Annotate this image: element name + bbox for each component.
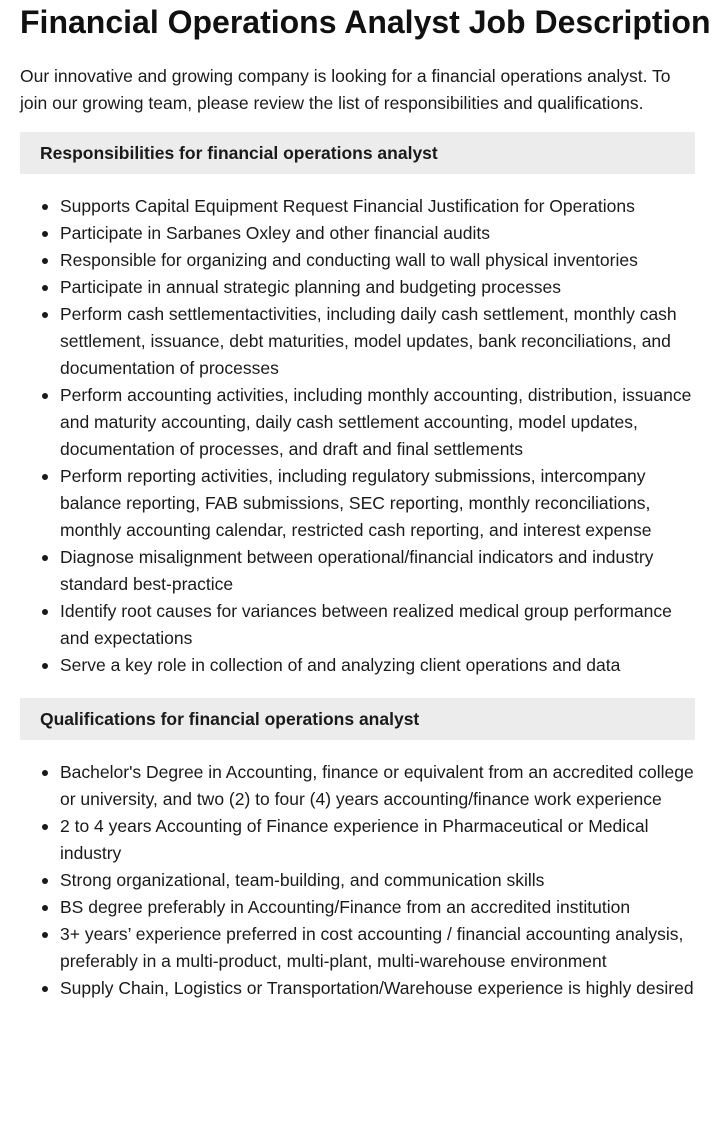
list-item-text: Perform accounting activities, including monthly accounting, distribution, issuance and maturity accounting, daily cash settlement accounting, model updates, documentation of processes, and draft and final settlements bbox=[60, 385, 692, 459]
list-item-text: 2 to 4 years Accounting of Finance experience in Pharmaceutical or Medical industry bbox=[60, 816, 649, 863]
list-item bbox=[60, 921, 705, 975]
list-item bbox=[60, 463, 705, 544]
list-item bbox=[60, 382, 705, 463]
list-item bbox=[60, 759, 705, 813]
list-item-text: Identify root causes for variances between realized medical group performance and expectations bbox=[60, 601, 672, 648]
list-item bbox=[60, 193, 705, 220]
bullet-icon bbox=[42, 285, 48, 291]
list-item bbox=[60, 652, 705, 679]
bullet-icon bbox=[42, 474, 48, 480]
list-item bbox=[60, 247, 705, 274]
page-title: Financial Operations Analyst Job Description bbox=[20, 4, 711, 40]
bullet-icon bbox=[42, 231, 48, 237]
bullet-icon bbox=[42, 393, 48, 399]
bullet-icon bbox=[42, 878, 48, 884]
bullet-icon bbox=[42, 905, 48, 911]
bullet-icon bbox=[42, 204, 48, 210]
list-item-text: Responsible for organizing and conducting wall to wall physical inventories bbox=[60, 250, 638, 270]
list-item-text: Supports Capital Equipment Request Financial Justification for Operations bbox=[60, 196, 635, 216]
bullet-icon bbox=[42, 663, 48, 669]
list-item-text: 3+ years’ experience preferred in cost accounting / financial accounting analysis, preferably in a multi-product, multi-plant, multi-warehouse environment bbox=[60, 924, 684, 971]
list-item bbox=[60, 867, 705, 894]
bullet-icon bbox=[42, 932, 48, 938]
bullet-icon bbox=[42, 258, 48, 264]
bullet-icon bbox=[42, 986, 48, 992]
bullet-icon bbox=[42, 770, 48, 776]
list-item bbox=[60, 301, 705, 382]
list-item-text: Supply Chain, Logistics or Transportation/Warehouse experience is highly desired bbox=[60, 978, 694, 998]
list-item-text: Participate in annual strategic planning and budgeting processes bbox=[60, 277, 562, 297]
bullet-icon bbox=[42, 609, 48, 615]
list-item-text: Bachelor's Degree in Accounting, finance or equivalent from an accredited college or university, and two (2) to four (4) years accounting/finance work experience bbox=[60, 762, 694, 809]
list-item-text: Participate in Sarbanes Oxley and other financial audits bbox=[60, 223, 490, 243]
qualifications-list bbox=[20, 759, 705, 1002]
bullet-icon bbox=[42, 312, 48, 318]
list-item bbox=[60, 598, 705, 652]
list-item bbox=[60, 544, 705, 598]
qualifications-header: Qualifications for financial operations analyst bbox=[20, 698, 695, 740]
list-item bbox=[60, 813, 705, 867]
list-item bbox=[60, 894, 705, 921]
list-item-text: BS degree preferably in Accounting/Finance from an accredited institution bbox=[60, 897, 631, 917]
list-item bbox=[60, 975, 705, 1002]
list-item-text: Perform reporting activities, including regulatory submissions, intercompany balance reporting, FAB submissions, SEC reporting, monthly reconciliations, monthly accounting calendar, restricted cash reporting, and interest expense bbox=[60, 466, 652, 540]
list-item bbox=[60, 274, 705, 301]
list-item-text: Serve a key role in collection of and analyzing client operations and data bbox=[60, 655, 621, 675]
responsibilities-list bbox=[20, 193, 705, 679]
bullet-icon bbox=[42, 824, 48, 830]
responsibilities-header: Responsibilities for financial operations analyst bbox=[20, 132, 695, 174]
list-item-text: Perform cash settlementactivities, including daily cash settlement, monthly cash settlement, issuance, debt maturities, model updates, bank reconciliations, and documentation of processes bbox=[60, 304, 677, 378]
list-item-text: Strong organizational, team-building, and communication skills bbox=[60, 870, 545, 890]
list-item bbox=[60, 220, 705, 247]
bullet-icon bbox=[42, 555, 48, 561]
intro-paragraph: Our innovative and growing company is looking for a financial operations analyst. To join our growing team, please review the list of responsibilities and qualifications. bbox=[20, 66, 671, 113]
list-item-text: Diagnose misalignment between operational/financial indicators and industry standard best-practice bbox=[60, 547, 654, 594]
